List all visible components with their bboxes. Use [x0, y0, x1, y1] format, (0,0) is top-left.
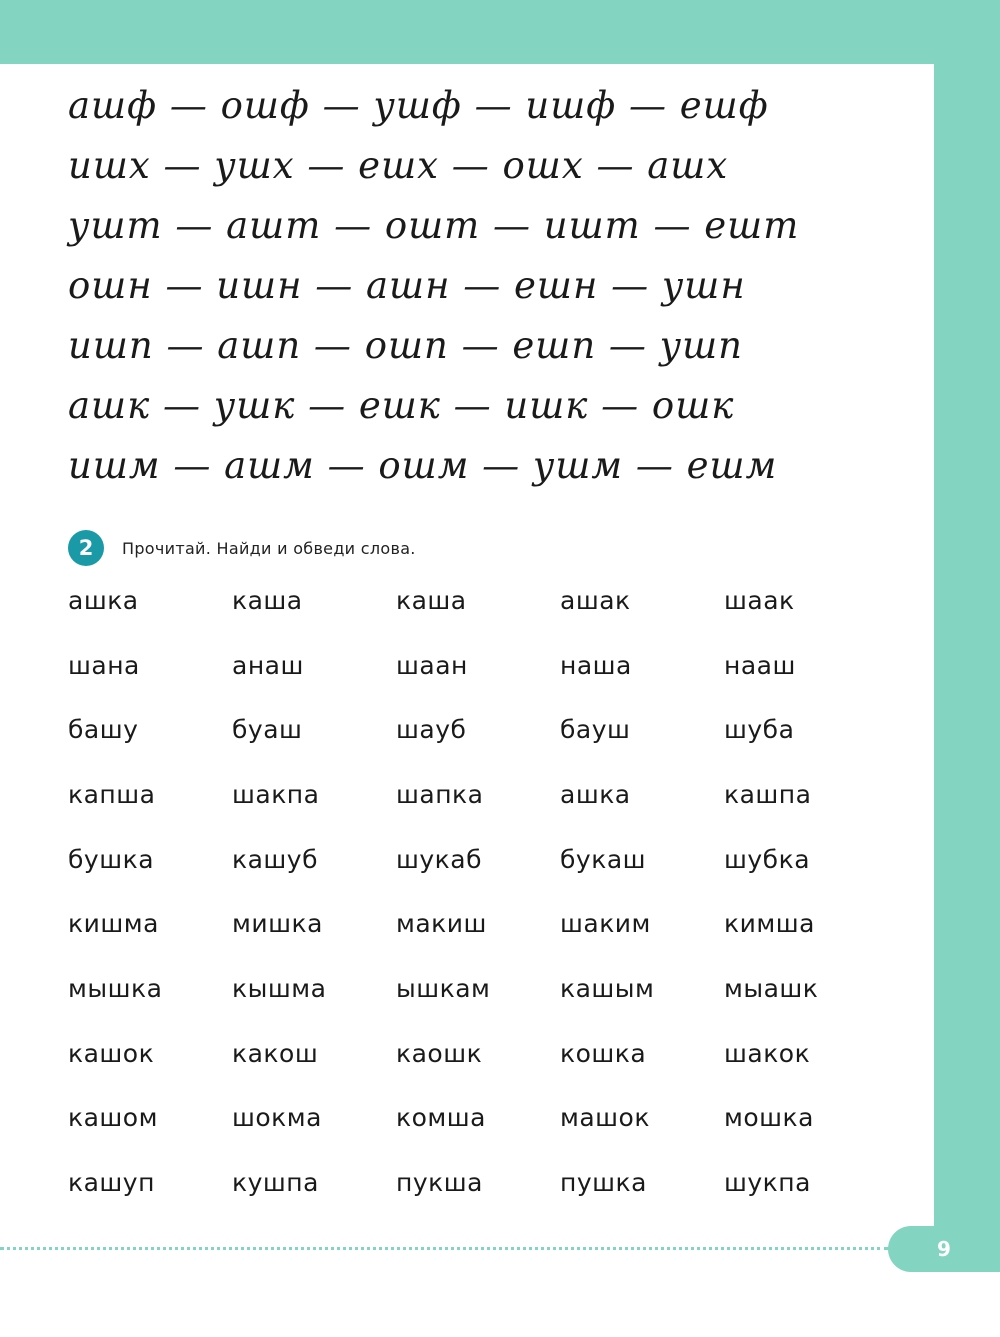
- word-cell[interactable]: кашуп: [68, 1168, 155, 1198]
- word-cell[interactable]: макиш: [396, 909, 487, 939]
- top-accent-band: [0, 0, 1000, 64]
- word-cell[interactable]: шаким: [560, 909, 651, 939]
- word-cell[interactable]: шукпа: [724, 1168, 811, 1198]
- cursive-line: ушт — ашт — ошт — ишт — ешт: [68, 204, 800, 247]
- word-cell[interactable]: бушка: [68, 844, 155, 874]
- word-cell[interactable]: ашка: [560, 779, 631, 809]
- word-cell[interactable]: шапка: [396, 779, 484, 809]
- word-row: [68, 1021, 888, 1086]
- word-cell[interactable]: анаш: [232, 650, 304, 680]
- cursive-line: ошн — ишн — ашн — ешн — ушн: [68, 264, 746, 307]
- page-number-tab: [888, 1226, 1000, 1272]
- word-cell[interactable]: шаан: [396, 650, 468, 680]
- word-cell[interactable]: каша: [232, 585, 303, 615]
- word-cell[interactable]: букаш: [560, 844, 647, 874]
- word-cell[interactable]: шакпа: [232, 779, 320, 809]
- word-cell[interactable]: кошка: [560, 1038, 647, 1068]
- task-instruction: Прочитай. Найди и обведи слова.: [122, 538, 416, 558]
- word-cell[interactable]: кашым: [560, 973, 655, 1003]
- footer-dotted-rule: [0, 1247, 888, 1250]
- word-cell[interactable]: мыашк: [724, 973, 819, 1003]
- word-row: [68, 633, 888, 698]
- word-cell[interactable]: каошк: [396, 1038, 483, 1068]
- word-cell[interactable]: кишма: [68, 909, 159, 939]
- word-cell[interactable]: мошка: [724, 1103, 814, 1133]
- word-cell[interactable]: кашок: [68, 1038, 155, 1068]
- word-cell[interactable]: шубка: [724, 844, 811, 874]
- word-cell[interactable]: капша: [68, 779, 156, 809]
- word-cell[interactable]: ышкам: [396, 973, 491, 1003]
- word-cell[interactable]: кашом: [68, 1103, 158, 1133]
- word-row: [68, 1086, 888, 1151]
- word-cell[interactable]: шауб: [396, 715, 467, 745]
- word-cell[interactable]: кашпа: [724, 779, 812, 809]
- word-grid: [68, 568, 888, 1215]
- cursive-line: ишх — ушх — ешх — ошх — ашх: [68, 144, 729, 187]
- task-header: [68, 530, 416, 566]
- word-cell[interactable]: пукша: [396, 1168, 483, 1198]
- word-cell[interactable]: комша: [396, 1103, 486, 1133]
- word-cell[interactable]: кашуб: [232, 844, 319, 874]
- cursive-line: ашф — ошф — ушф — ишф — ешф: [68, 84, 769, 127]
- word-row: [68, 568, 888, 633]
- cursive-line: ашк — ушк — ешк — ишк — ошк: [68, 384, 735, 427]
- word-cell[interactable]: наша: [560, 650, 632, 680]
- word-cell[interactable]: мишка: [232, 909, 323, 939]
- task-number-badge: 2: [68, 530, 104, 566]
- word-cell[interactable]: шуба: [724, 715, 795, 745]
- word-cell[interactable]: шаак: [724, 585, 795, 615]
- word-row: [68, 1150, 888, 1215]
- word-cell[interactable]: шукаб: [396, 844, 483, 874]
- word-cell[interactable]: кимша: [724, 909, 815, 939]
- cursive-syllable-lines: [68, 76, 888, 496]
- word-row: [68, 891, 888, 956]
- word-cell[interactable]: буаш: [232, 715, 303, 745]
- right-accent-band: [934, 0, 1000, 1272]
- page-number: 9: [937, 1237, 951, 1261]
- word-row: [68, 762, 888, 827]
- word-cell[interactable]: ашак: [560, 585, 631, 615]
- word-cell[interactable]: каша: [396, 585, 467, 615]
- cursive-line: ишм — ашм — ошм — ушм — ешм: [68, 444, 778, 487]
- word-cell[interactable]: шана: [68, 650, 140, 680]
- word-cell[interactable]: ашка: [68, 585, 139, 615]
- word-cell[interactable]: какош: [232, 1038, 319, 1068]
- word-cell[interactable]: башу: [68, 715, 139, 745]
- word-row: [68, 697, 888, 762]
- word-cell[interactable]: пушка: [560, 1168, 647, 1198]
- word-row: [68, 827, 888, 892]
- word-row: [68, 956, 888, 1021]
- cursive-line: ишп — ашп — ошп — ешп — ушп: [68, 324, 744, 367]
- word-cell[interactable]: шакок: [724, 1038, 811, 1068]
- word-cell[interactable]: бауш: [560, 715, 631, 745]
- word-cell[interactable]: кушпа: [232, 1168, 319, 1198]
- word-cell[interactable]: машок: [560, 1103, 650, 1133]
- word-cell[interactable]: шокма: [232, 1103, 322, 1133]
- word-cell[interactable]: кышма: [232, 973, 327, 1003]
- word-cell[interactable]: нааш: [724, 650, 796, 680]
- word-cell[interactable]: мышка: [68, 973, 163, 1003]
